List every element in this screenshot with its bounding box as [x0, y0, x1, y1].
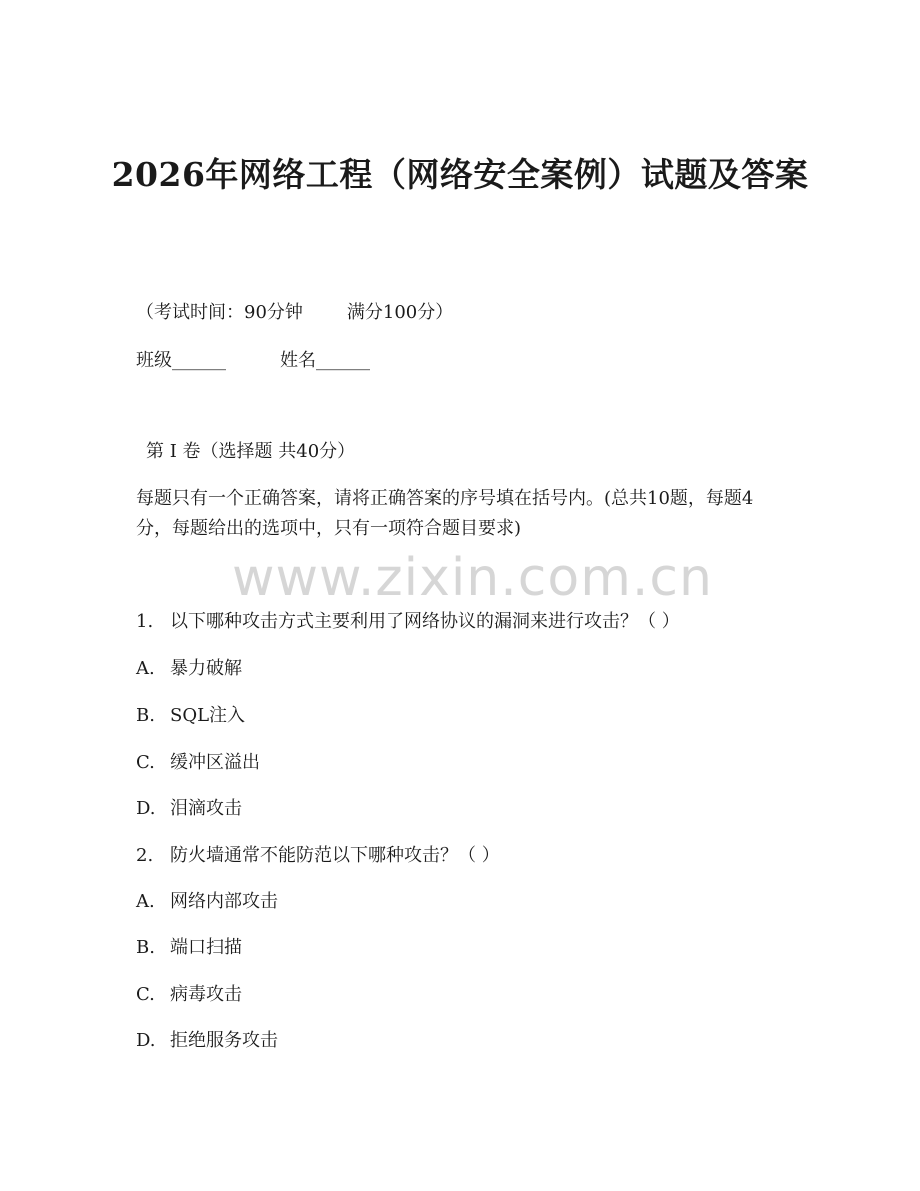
- option-text: 暴力破解: [170, 658, 242, 679]
- question-1-option-d: [136, 795, 242, 823]
- option-letter: B.: [136, 937, 155, 958]
- option-text: 端口扫描: [170, 937, 242, 958]
- question-2-option-c: [136, 981, 242, 1009]
- question-2: [136, 842, 500, 870]
- question-2-option-a: [136, 888, 278, 916]
- option-letter: A.: [136, 658, 155, 679]
- document-title: 2026年网络工程（网络安全案例）试题及答案: [111, 155, 809, 194]
- section-instructions: 每题只有一个正确答案，请将正确答案的序号填在括号内。(总共10题，每题4分，每题给出的选项中，只有一项符合题目要求): [136, 488, 754, 539]
- option-text: 拒绝服务攻击: [170, 1030, 278, 1051]
- question-text: 防火墙通常不能防范以下哪种攻击？（ ）: [170, 845, 500, 866]
- option-letter: D.: [136, 1030, 156, 1051]
- option-text: 泪滴攻击: [170, 798, 242, 819]
- watermark: www.zixin.com.cn: [232, 548, 713, 608]
- question-text: 以下哪种攻击方式主要利用了网络协议的漏洞来进行攻击？（ ）: [170, 611, 680, 632]
- option-letter: D.: [136, 798, 156, 819]
- option-letter: A.: [136, 891, 155, 912]
- question-2-option-b: [136, 934, 242, 962]
- question-1-option-a: [136, 655, 242, 683]
- option-letter: C.: [136, 984, 155, 1005]
- student-fields: [136, 347, 370, 375]
- option-text: 缓冲区溢出: [170, 752, 260, 773]
- class-field-label: 班级______: [136, 350, 226, 371]
- section-heading: 第 I 卷（选择题 共40分）: [146, 441, 356, 462]
- option-letter: C.: [136, 752, 155, 773]
- question-number: 1.: [136, 611, 154, 632]
- question-number: 2.: [136, 845, 154, 866]
- option-text: 病毒攻击: [170, 984, 242, 1005]
- exam-time: （考试时间：90分钟: [136, 302, 303, 323]
- option-letter: B.: [136, 705, 155, 726]
- question-1-option-c: [136, 749, 260, 777]
- question-2-option-d: [136, 1027, 278, 1055]
- exam-score: 满分100分）: [346, 302, 454, 323]
- name-field-label: 姓名______: [280, 350, 370, 371]
- question-1: [136, 608, 680, 636]
- exam-info: [136, 299, 453, 327]
- question-1-option-b: [136, 702, 245, 730]
- option-text: SQL注入: [170, 705, 246, 726]
- option-text: 网络内部攻击: [170, 891, 278, 912]
